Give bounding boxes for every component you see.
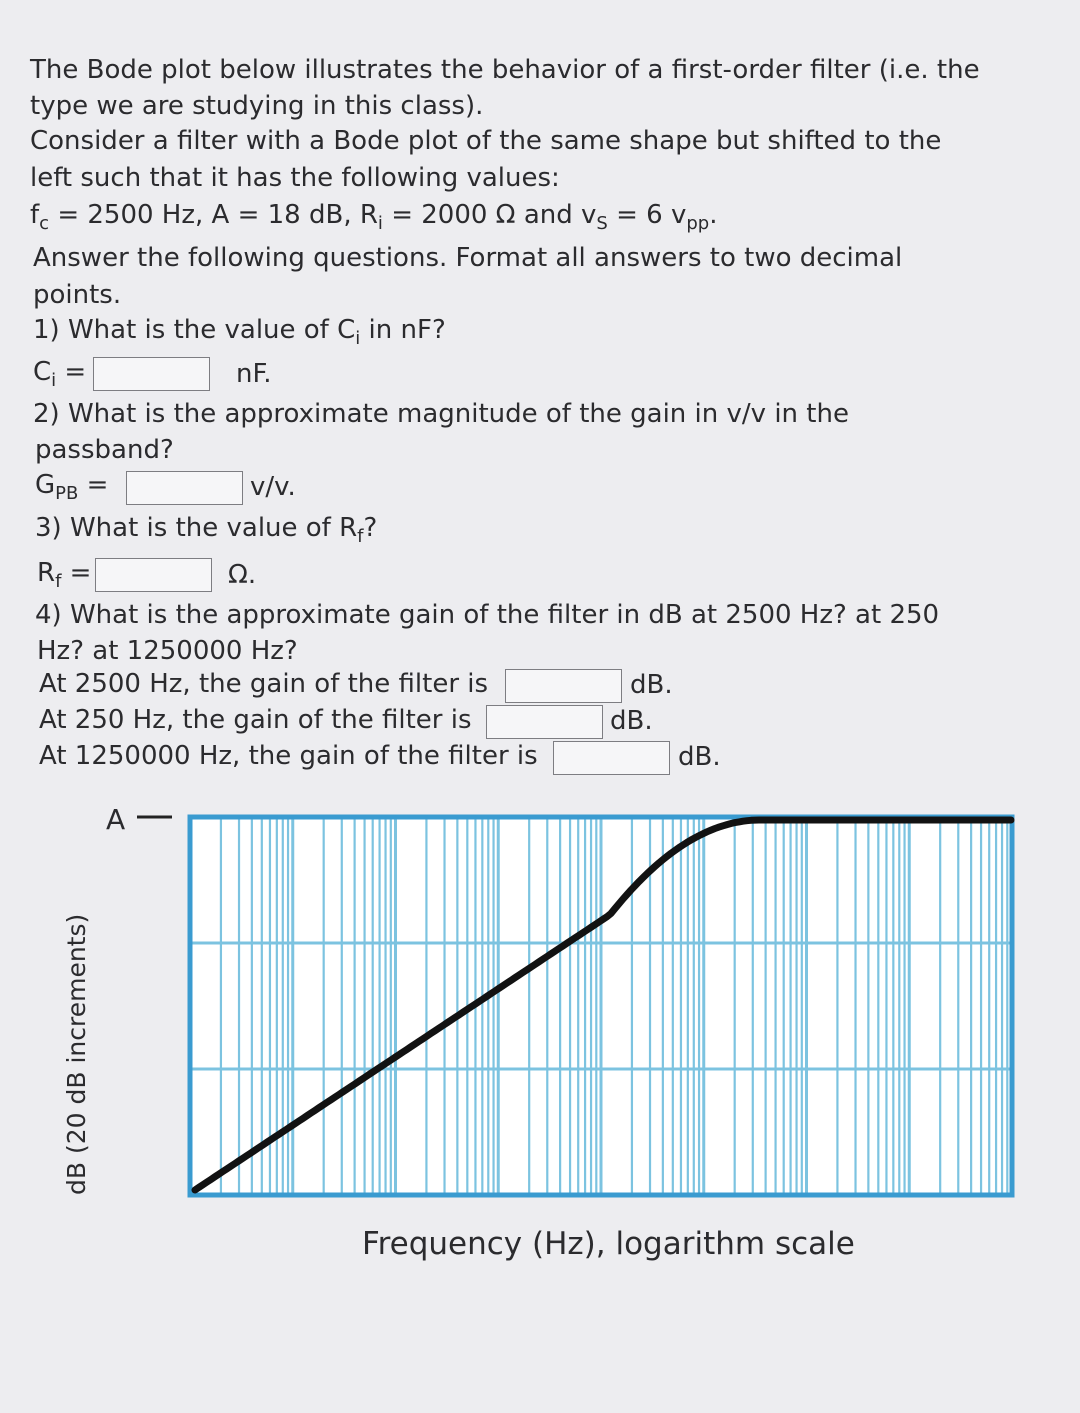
gain-1250000-input[interactable] bbox=[553, 741, 670, 775]
question-2-line-2: passband? bbox=[35, 435, 174, 465]
gain-2500-label: At 2500 Hz, the gain of the filter is bbox=[39, 669, 489, 699]
intro-line-3: Consider a filter with a Bode plot of the same shape but shifted to the bbox=[30, 126, 942, 156]
intro-line-2: type we are studying in this class). bbox=[30, 91, 484, 121]
x-axis-label: Frequency (Hz), logarithm scale bbox=[362, 1226, 855, 1262]
instructions-line-2: points. bbox=[33, 280, 122, 310]
gain-1250000-label: At 1250000 Hz, the gain of the filter is bbox=[39, 741, 538, 771]
instructions-line-1: Answer the following questions. Format all answers to two decimal bbox=[33, 243, 903, 273]
given-values: $f_c = 2500$ Hz, A = 18 dB, $R_i = 2000$ Ω and $v_S = 6$ $v_{pp}$. bbox=[30, 200, 718, 234]
gain-2500-input[interactable] bbox=[505, 669, 622, 703]
question-2-line-1: 2) What is the approximate magnitude of the gain in v/v in the bbox=[33, 399, 849, 429]
gain-250-label: At 250 Hz, the gain of the filter is bbox=[39, 705, 472, 735]
gain-1250000-unit: dB. bbox=[678, 742, 721, 772]
question-1: 1) What is the value of $C_i$ in nF? bbox=[33, 315, 446, 349]
gain-2500-unit: dB. bbox=[630, 670, 673, 700]
gpb-input[interactable] bbox=[126, 471, 243, 505]
ci-unit: nF. bbox=[236, 359, 272, 389]
intro-line-1: The Bode plot below illustrates the behavior of a first-order filter (i.e. the bbox=[30, 55, 980, 85]
ci-input[interactable] bbox=[93, 357, 210, 391]
question-3: 3) What is the value of $R_f$? bbox=[35, 513, 378, 547]
rf-unit: Ω. bbox=[228, 560, 257, 590]
y-axis-label: dB (20 dB increments) bbox=[62, 913, 91, 1195]
gain-250-unit: dB. bbox=[610, 706, 653, 736]
ci-label: $C_i$ = bbox=[33, 357, 87, 391]
question-4-line-2: Hz? at 1250000 Hz? bbox=[37, 636, 298, 666]
question-4-line-1: 4) What is the approximate gain of the filter in dB at 2500 Hz? at 250 bbox=[35, 600, 940, 630]
gpb-unit: v/v. bbox=[250, 472, 296, 502]
y-marker-a: A bbox=[106, 803, 126, 836]
rf-input[interactable] bbox=[95, 558, 212, 592]
rf-label: $R_f$ = bbox=[37, 558, 92, 592]
bode-plot bbox=[0, 790, 1080, 1240]
gain-250-input[interactable] bbox=[486, 705, 603, 739]
gpb-label: $G_{PB}$ = bbox=[35, 470, 109, 504]
intro-line-4: left such that it has the following values: bbox=[30, 163, 560, 193]
